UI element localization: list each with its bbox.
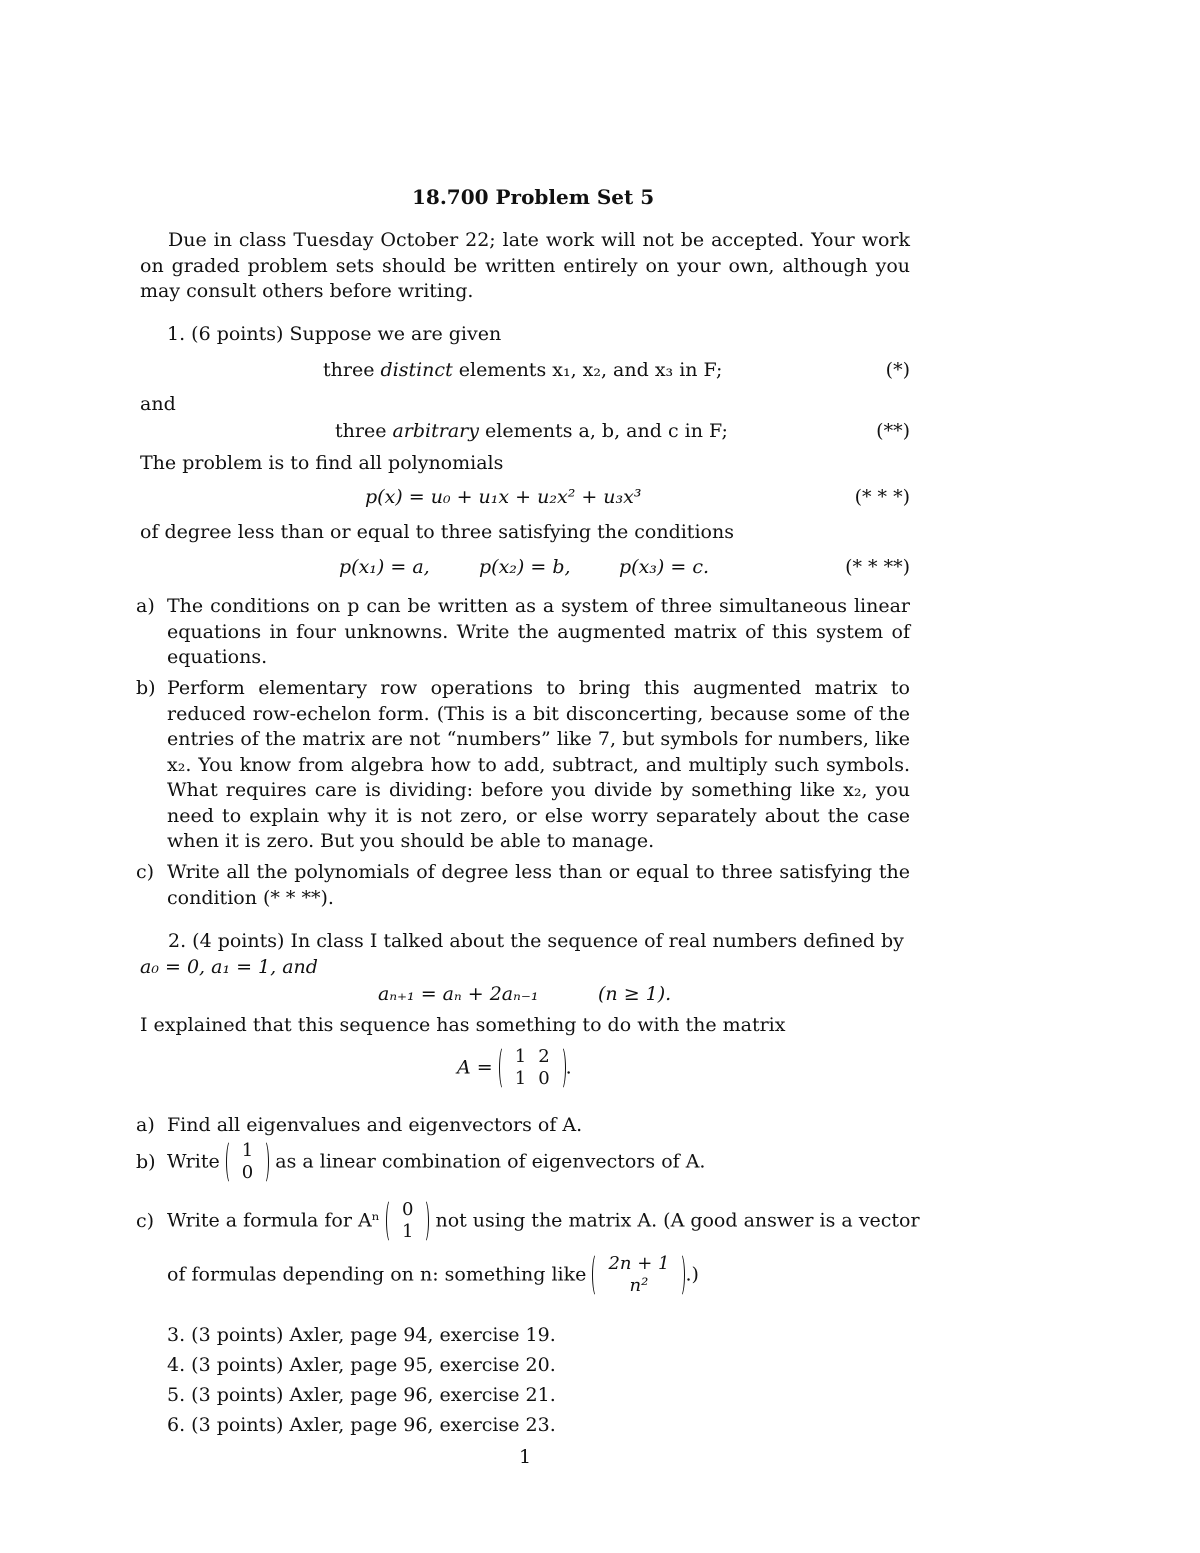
condition-eq-1: p(x₁) = a, <box>339 556 430 578</box>
matrix-cell: 0 <box>538 1068 550 1089</box>
problem-1c-label: c) <box>136 861 155 883</box>
problem-5: 5. (3 points) Axler, page 96, exercise 21. <box>167 1384 556 1406</box>
condition-arbitrary-pre: three <box>335 420 393 442</box>
problem-2-lead: 2. (4 points) In class I talked about the sequence of real numbers defined by <box>168 930 904 952</box>
problem-2-initial: a₀ = 0, a₁ = 1, and <box>140 956 318 978</box>
degree-text: of degree less than or equal to three satisfying the conditions <box>140 521 734 543</box>
condition-eq-2: p(x₂) = b, <box>479 556 571 578</box>
problem-2c-label: c) <box>136 1209 155 1232</box>
condition-distinct-post: elements x₁, x₂, and x₃ in F; <box>452 359 723 381</box>
condition-arbitrary-post: elements a, b, and c in F; <box>479 420 728 442</box>
vector-cell: 2n + 1 <box>608 1253 670 1274</box>
vector-cell: 1 <box>401 1221 414 1242</box>
vector-cell: 0 <box>401 1199 414 1220</box>
problem-2c-line2 <box>167 1253 699 1297</box>
condition-arbitrary <box>335 420 728 443</box>
problem-2c-post: not using the matrix A. (A good answer is a vector <box>435 1209 920 1232</box>
tag-star: (*) <box>885 359 910 381</box>
matrix-cell: 1 <box>514 1068 527 1089</box>
condition-distinct <box>323 359 722 382</box>
problem-6: 6. (3 points) Axler, page 96, exercise 23. <box>167 1414 556 1436</box>
condition-distinct-pre: three <box>323 359 381 381</box>
find-polynomials-text: The problem is to find all polynomials <box>140 452 504 474</box>
vector-cell: 1 <box>241 1140 254 1161</box>
tag-three-star: (* * *) <box>854 486 910 508</box>
condition-eq-3: p(x₃) = c. <box>619 556 709 578</box>
problem-3: 3. (3 points) Axler, page 94, exercise 19. <box>167 1324 556 1346</box>
recurrence-formula: aₙ₊₁ = aₙ + 2aₙ₋₁ <box>378 983 539 1005</box>
vector-cell: n² <box>629 1275 649 1296</box>
matrix-cell: 1 <box>514 1046 527 1067</box>
problem-1a-text: The conditions on p can be written as a system of three simultaneous linear equations in four unknowns. Write the augmented matrix of this system of equations. <box>167 595 910 668</box>
vector-1-0 <box>226 1140 269 1184</box>
polynomial-formula: p(x) = u₀ + u₁x + u₂x² + u₃x³ <box>365 486 642 508</box>
problem-2a-text: Find all eigenvalues and eigenvectors of A. <box>167 1114 583 1136</box>
matrix-cell: 2 <box>538 1046 550 1067</box>
condition-arbitrary-em: arbitrary <box>392 420 479 442</box>
example-vector <box>592 1253 685 1297</box>
matrix-intro-text: I explained that this sequence has something to do with the matrix <box>140 1014 786 1036</box>
page-title: 18.700 Problem Set 5 <box>412 185 655 209</box>
problem-1a-label: a) <box>136 595 155 617</box>
problem-1b-label: b) <box>136 677 156 699</box>
problem-2a-label: a) <box>136 1114 155 1136</box>
problem-2c-line2-pre: of formulas depending on n: something like <box>167 1263 587 1286</box>
intro-paragraph: Due in class Tuesday October 22; late work will not be accepted. Your work on graded problem sets should be written entirely on your own, although you may consult others before writing. <box>140 229 910 302</box>
problem-2c-pre: Write a formula for Aⁿ <box>167 1209 380 1232</box>
condition-distinct-em: distinct <box>380 359 453 381</box>
problem-4: 4. (3 points) Axler, page 95, exercise 20. <box>167 1354 556 1376</box>
problem-2c-line2-post: .) <box>685 1263 699 1286</box>
matrix-display: A = 1 2 1 0 . <box>457 1046 572 1089</box>
recurrence-condition: (n ≥ 1). <box>598 983 672 1005</box>
tag-four-star: (* * **) <box>845 556 910 578</box>
and-text: and <box>140 393 176 415</box>
matrix-lhs: A = <box>457 1056 493 1079</box>
problem-1-lead: 1. (6 points) Suppose we are given <box>167 323 502 345</box>
problem-2c <box>136 1199 920 1243</box>
matrix-A <box>499 1046 566 1090</box>
vector-cell: 0 <box>241 1162 254 1183</box>
vector-0-1 <box>386 1199 429 1243</box>
page-number: 1 <box>519 1446 532 1468</box>
problem-2b <box>136 1140 705 1184</box>
problem-1c-text: Write all the polynomials of degree less than or equal to three satisfying the condition (* * **). <box>167 861 910 909</box>
problem-2b-pre: Write <box>167 1150 220 1173</box>
problem-2b-label: b) <box>136 1150 156 1173</box>
tag-two-star: (**) <box>876 420 910 442</box>
problem-2b-post: as a linear combination of eigenvectors of A. <box>275 1150 706 1173</box>
problem-1b-text: Perform elementary row operations to bring this augmented matrix to reduced row-echelon form. (This is a bit disconcerting, because some of the entries of the matrix are not “numbers” like 7, but symbols for numbers, like x₂. You know from algebra how to add, subtract, and multiply such symbols. What requires care is dividing: before you divide by something like x₂, you need to explain why it is not zero, or else worry separately about the case when it is zero. But you should be able to manage. <box>167 677 910 852</box>
